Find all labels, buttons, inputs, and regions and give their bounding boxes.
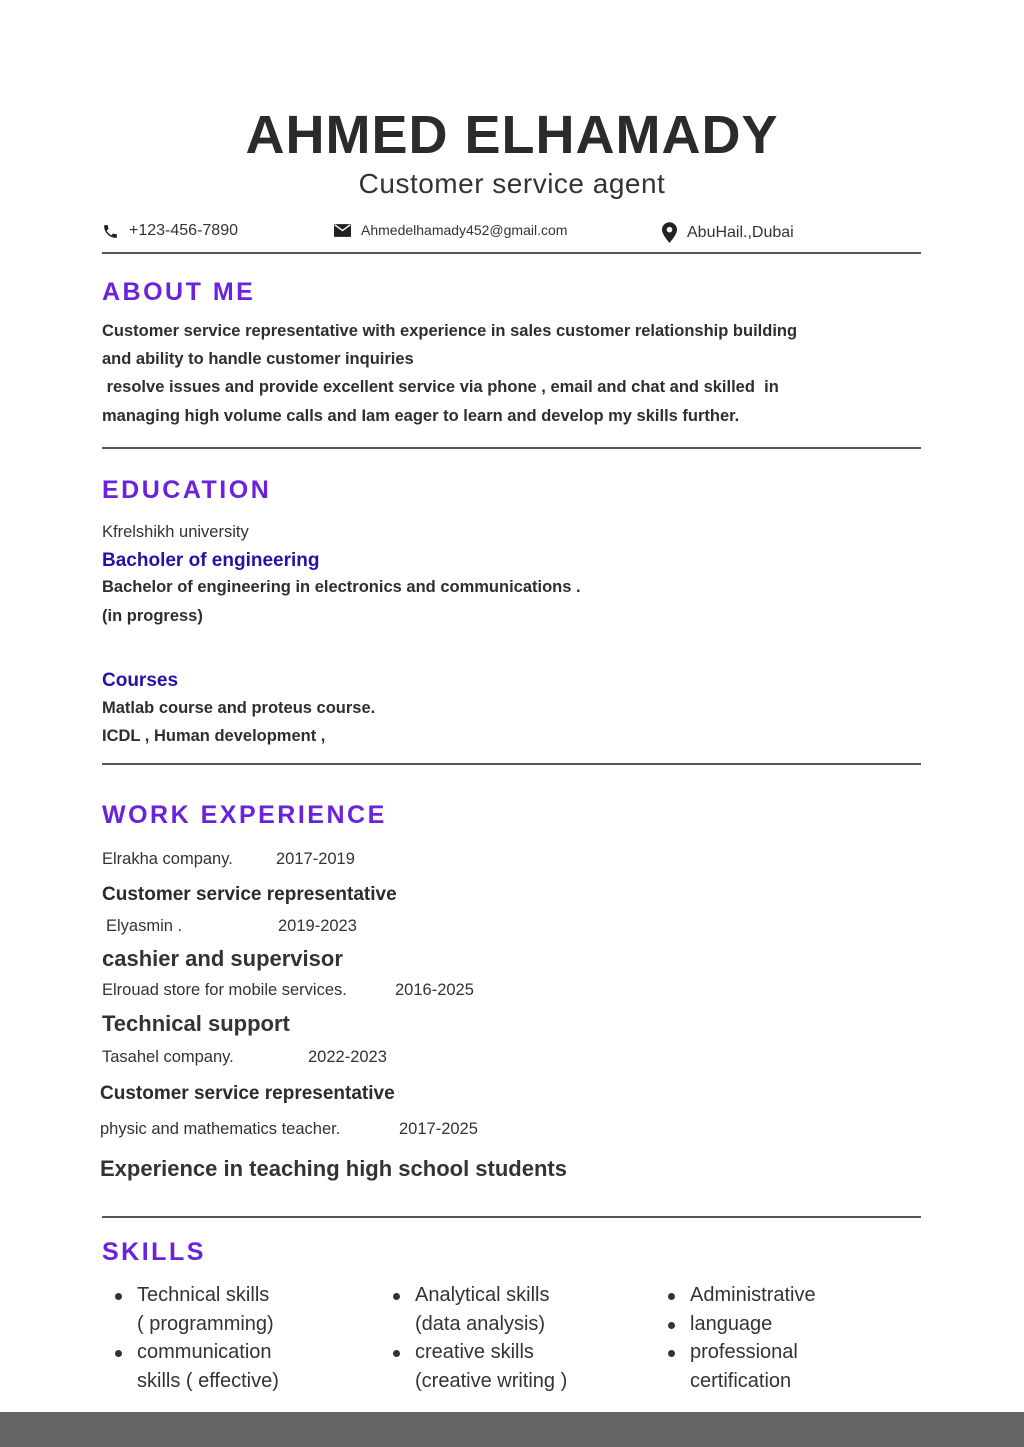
skill-item: Analytical skills (data analysis) [415,1281,567,1338]
skills-column [655,1281,816,1395]
courses-line: Matlab course and proteus course. [102,699,376,717]
courses-line: ICDL , Human development , [102,727,326,745]
work-years: 2017-2025 [399,1120,478,1138]
about-line: and ability to handle customer inquiries [102,350,414,368]
work-years: 2019-2023 [278,917,357,935]
contact-location [662,222,794,243]
skill-item: professional certification [690,1338,816,1395]
about-line: Customer service representative with experience in sales customer relationship building [102,322,798,340]
work-title: Technical support [102,1011,290,1036]
about-line: managing high volume calls and Iam eager to learn and develop my skills further. [102,407,740,425]
divider [102,447,921,449]
skills-heading: SKILLS [102,1238,206,1266]
work-company: Elrouad store for mobile services. [102,981,347,999]
about-heading: ABOUT ME [102,278,256,306]
resume-role: Customer service agent [358,168,666,199]
email-icon [334,224,351,237]
school-name: Kfrelshikh university [102,523,249,541]
work-heading: WORK EXPERIENCE [102,801,387,829]
skills-column [380,1281,567,1395]
location-pin-icon [662,222,677,243]
work-company: Elrakha company. [102,850,233,868]
education-heading: EDUCATION [102,476,272,504]
work-title: Customer service representative [100,1083,395,1104]
degree-line: (in progress) [102,607,203,625]
divider [102,1216,921,1218]
work-title: Experience in teaching high school students [100,1156,567,1181]
location-text: AbuHail.,Dubai [687,223,794,241]
divider [102,763,921,765]
contact-email [334,222,567,238]
footer-bar [0,1412,1024,1447]
work-title: cashier and supervisor [102,946,343,971]
skill-item: creative skills (creative writing ) [415,1338,567,1395]
work-years: 2017-2019 [276,850,355,868]
skill-item: language [690,1310,816,1339]
skill-item: Technical skills ( programming) [137,1281,279,1338]
phone-icon [102,223,119,240]
work-company: physic and mathematics teacher. [100,1120,341,1138]
work-company: Tasahel company. [102,1048,234,1066]
contact-phone [102,222,238,240]
email-text: Ahmedelhamady452@gmail.com [361,222,568,238]
work-years: 2022-2023 [308,1048,387,1066]
skills-column [102,1281,279,1395]
courses-title: Courses [102,670,179,691]
work-title: Customer service representative [102,884,397,905]
work-years: 2016-2025 [395,981,474,999]
divider [102,252,921,254]
degree-line: Bachelor of engineering in electronics and communications . [102,578,581,596]
skill-item: communication skills ( effective) [137,1338,279,1395]
degree-title: Bacholer of engineering [102,550,320,571]
phone-text: +123-456-7890 [129,222,238,239]
about-line: resolve issues and provide excellent service via phone , email and chat and skilled in [102,378,779,396]
resume-name: AHMED ELHAMADY [245,105,779,165]
work-company: Elyasmin . [106,917,183,935]
skill-item: Administrative [690,1281,816,1310]
